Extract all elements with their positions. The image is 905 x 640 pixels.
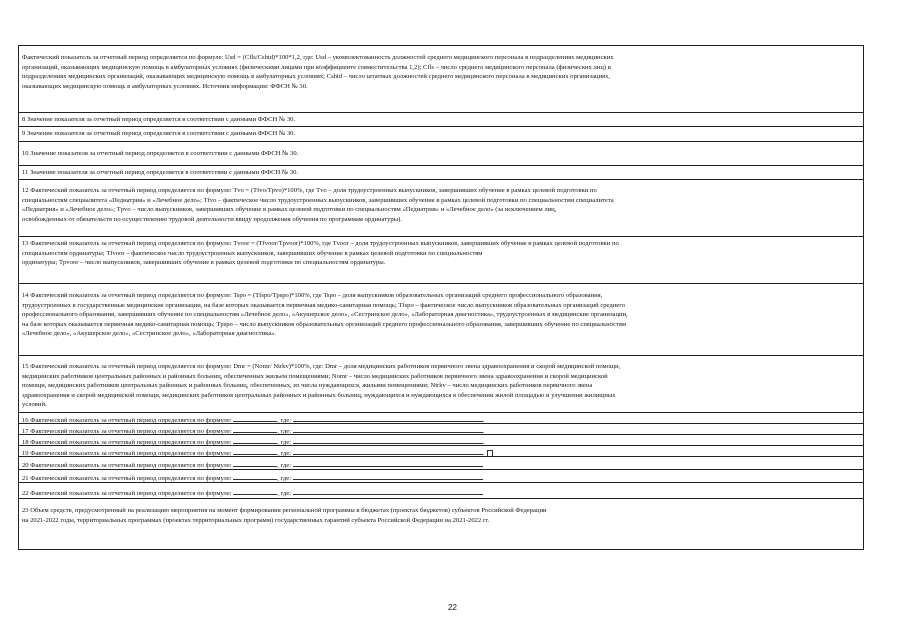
formula-tail: .: [482, 417, 485, 423]
formula-blank: [233, 447, 277, 455]
footnote-15: [19, 355, 863, 412]
formula-blank: [233, 436, 277, 444]
definition-blank: [293, 414, 483, 422]
footnote-number: 22: [22, 490, 29, 497]
footnote-line: «Лечебное дело», «Акушерское дело», «Сестринское дело», «Лабораторная диагностика».: [22, 330, 277, 338]
footnote-line: организаций, оказывающих медицинскую помощь в амбулаторных условиях (физическими лицами при коэффициенте совместительства 1,2); Cfls – число среднего медицинского персонала (физических лиц) в: [22, 63, 611, 71]
definition-blank: [293, 487, 483, 495]
formula-blank: [233, 425, 277, 433]
definition-blank: [293, 425, 483, 433]
formula-where: , где:: [277, 417, 292, 423]
formula-blank: [233, 459, 277, 467]
footnote-13: [19, 236, 863, 283]
formula-where: , где:: [277, 475, 292, 482]
footnote-number: 21: [22, 475, 29, 482]
formula-tail: .: [482, 439, 485, 445]
footnote-11: [19, 165, 863, 179]
formula-where: , где:: [277, 462, 292, 469]
footnote-text: Фактический показатель за отчетный период определяется по формуле:: [30, 439, 232, 445]
formula-blank: [233, 414, 277, 422]
footnote-line: ординатуры; Tpvoor – число выпускников, завершивших обучение в рамках целевой подготовки по специальностям ординатуры.: [22, 259, 386, 267]
footnote-text: Фактический показатель за отчетный период определяется по формуле:: [30, 475, 232, 482]
footnote-10: [19, 141, 863, 165]
footnote-14: [19, 283, 863, 355]
footnote-text: Фактический показатель за отчетный период определяется по формуле:: [30, 490, 232, 497]
page-number: 22: [448, 603, 457, 612]
footnote-19: [19, 445, 863, 456]
footnote-line: 14 Фактический показатель за отчетный период определяется по формуле: Tspo = (Tfspo/Tpspo)*100%, где Tspo – доля выпускников образовательных организаций среднего профессионального образования,: [22, 292, 603, 299]
footnote-17: [19, 423, 863, 434]
checkbox-glyph-icon: [487, 450, 493, 456]
footnote-number: 18: [22, 439, 29, 445]
footnote-21: [19, 469, 863, 482]
footnote-text: Фактический показатель за отчетный период определяется по формуле:: [30, 417, 232, 423]
footnote-text: Фактический показатель за отчетный период определяется по формуле:: [30, 450, 232, 456]
footnote-line: 11 Значение показателя за отчетный период определяется в соответствии с данными ФФСН № 30.: [22, 169, 299, 176]
footnote-line: освобожденных от обязательств по осуществлению трудовой деятельности ввиду продолжения обучения по программам ординатуры).: [22, 215, 402, 223]
footnote-line: специальностям ординатуры; Tfvoor – фактическое число трудоустроенных выпускников, завершивших обучение в рамках целевой подготовки по специальностям: [22, 249, 483, 257]
footnote-line: 23 Объем средств, предусмотренный на реализацию мероприятия на момент формирования региональной программы в бюджетах (проектах бюджетов) субъектов Российской Федерации: [22, 507, 547, 514]
formula-where: , где:: [277, 439, 292, 445]
footnote-line: на 2021-2022 годы, территориальных программах (проектах территориальных программ) государственных гарантий субъекта Российской Федерации на 2021-2022 гг.: [22, 516, 490, 524]
definition-blank: [293, 472, 483, 480]
footnote-line: медицинских работников центральных районных и районных больниц, обеспеченных жильем помещениями; Nomr – число медицинских работников первичного звена здравоохранения и скорой медицинской: [22, 372, 608, 380]
footnote-line: подразделениях медицинских организаций, оказывающих медицинскую помощь в амбулаторных условиях; Cshtd – число штатных должностей среднего медицинского персонала в медицинских организациях,: [22, 73, 611, 81]
footnote-9: [19, 126, 863, 141]
footnote-23: [19, 498, 863, 549]
footnote-number: 17: [22, 428, 29, 434]
footnote-line: 13 Фактический показатель за отчетный период определяется по формуле: Tvoor = (Tfvoor/Tpvoor)*100%, где Tvoor – доля трудоустроенных выпускников, завершивших обучение в рамках целевой подготовки по: [22, 240, 619, 247]
formula-where: , где:: [277, 428, 292, 434]
footnote-line: трудоустроенных в государственные медицинские организации, на базе которых оказывается первичная медико-санитарная помощь; Tfspo – фактическое число выпускников образовательных организаций среднего: [22, 301, 626, 309]
formula-tail: .: [482, 450, 485, 456]
footnote-number: 16: [22, 417, 29, 423]
footnote-line: Фактический показатель за отчетный период определяется по формуле: Usd = (Cfls/Cshtd)*100*1,2, где: Usd – укомплектованность должностей среднего медицинского персонала в подразделениях медицинских: [22, 54, 614, 61]
footnote-line: «Педиатрия» и «Лечебное дело»; Tpvo – число выпускников, завершивших обучение в рамках целевой подготовки по специальностям «Педиатрия» и «Лечебное дело» (за исключением лиц,: [22, 206, 557, 214]
definition-blank: [293, 459, 483, 467]
footnote-line: 10 Значение показателя за отчетный период определяется в соответствии с данными ФФСН № 30.: [22, 150, 299, 157]
footnote-line: помощи, медицинских работников центральных районных и районных больниц, обеспеченных, из числа нуждающихся, жилыми помещениями; Ntrkv – число медицинских работников первичного звена: [22, 382, 593, 390]
footnote-8: [19, 112, 863, 126]
footnote-7: [19, 46, 863, 112]
footnotes-table: [18, 45, 864, 550]
footnote-line: 9 Значение показателя за отчетный период определяется в соответствии с данными ФФСН № 30.: [22, 130, 296, 137]
footnote-line: условий.: [22, 401, 47, 409]
footnote-12: [19, 179, 863, 236]
footnote-text: Фактический показатель за отчетный период определяется по формуле:: [30, 428, 232, 434]
footnote-text: Фактический показатель за отчетный период определяется по формуле:: [30, 462, 232, 469]
formula-blank: [233, 472, 277, 480]
footnote-line: профессионального образования, завершивших обучение по специальностям «Лечебное дело», «Акушерское дело», «Сестринское дело», «Лабораторная диагностика», трудоустроенных в медицинские организации,: [22, 311, 628, 319]
definition-blank: [293, 436, 483, 444]
footnote-line: 8 Значение показателя за отчетный период определяется в соответствии с данными ФФСН № 30.: [22, 116, 296, 123]
footnote-number: 20: [22, 462, 29, 469]
formula-where: , где:: [277, 490, 292, 497]
formula-tail: .: [482, 428, 485, 434]
footnote-line: на базе которых оказывается первичная медико-санитарная помощь; Tpspo – число выпускников образовательных организаций среднего профессионального образования, завершивших обучение по специальностям: [22, 320, 627, 328]
formula-where: , где:: [277, 450, 292, 456]
footnote-16: [19, 412, 863, 423]
footnote-18: [19, 434, 863, 445]
footnote-20: [19, 456, 863, 469]
footnote-line: специальностям специалитета «Педиатрия» и «Лечебное дело»; Tfvo – фактическое число трудоустроенных выпускников, завершивших обучение в рамках целевой подготовки по специальностям специалитета: [22, 196, 614, 204]
document-page: [18, 45, 864, 550]
footnote-line: 15 Фактический показатель за отчетный период определяется по формуле: Dmr = (Nomr/ Ntrkv)*100%, где: Dmr – доля медицинских работников первичного звена здравоохранения и скорой медицинской помощи,: [22, 363, 621, 370]
footnote-line: 12 Фактический показатель за отчетный период определяется по формуле: Tvo = (Tfvo/Tpvo)*100%, где Tvo – доля трудоустроенных выпускников, завершивших обучение в рамках целевой подготовки по: [22, 187, 597, 194]
footnote-line: здравоохранения и скорой медицинской помощи, медицинских работников центральных районных и районных больниц, нуждающихся и нуждающихся в обеспечении жилой площадью и улучшении жилищных: [22, 391, 616, 399]
formula-blank: [233, 487, 277, 495]
footnote-line: оказывающих медицинскую помощь в амбулаторных условиях. Источник информации: ФФСН № 30.: [22, 82, 308, 90]
footnote-number: 19: [22, 450, 29, 456]
footnote-22: [19, 482, 863, 498]
definition-blank: [293, 447, 483, 455]
